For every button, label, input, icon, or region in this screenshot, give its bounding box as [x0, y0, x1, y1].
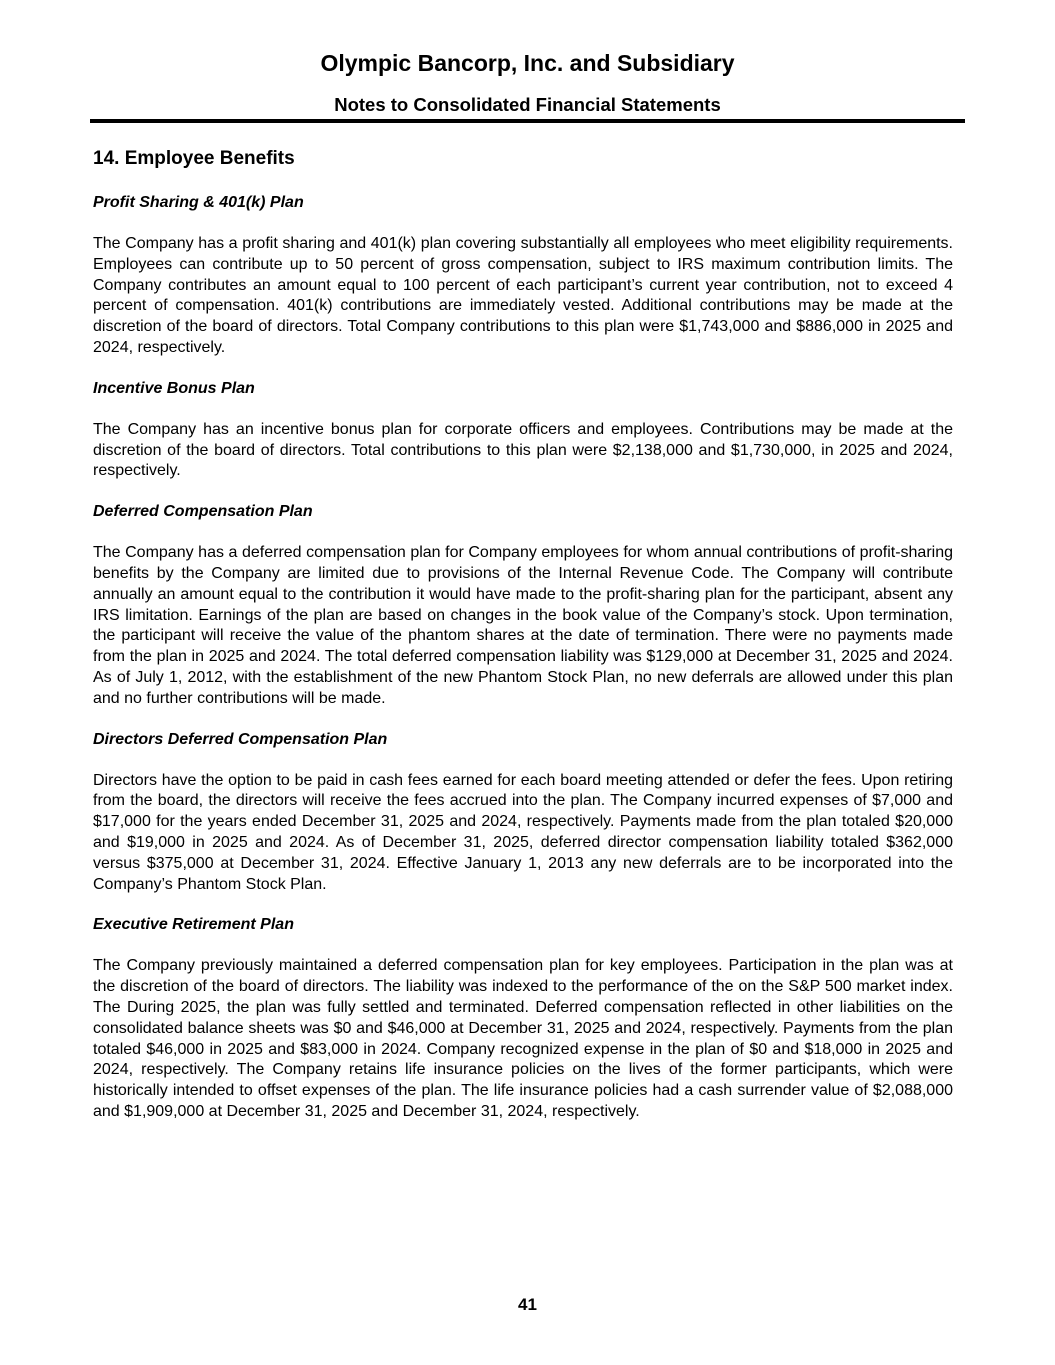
subsection-paragraph: The Company has an incentive bonus plan for corporate officers and employees. Contributions may be made at the discretion of the board of directors. Total contributions to this plan were $2,138,000 and $1,730,000, in 2025 and 2024, respectively.	[93, 420, 953, 480]
company-title: Olympic Bancorp, Inc. and Subsidiary	[320, 50, 735, 76]
page-number: 41	[518, 1295, 537, 1314]
subsection-paragraph: The Company has a profit sharing and 401(k) plan covering substantially all employees who meet eligibility requirements. Employees can contribute up to 50 percent of gross compensation, subject to IRS maximum contribution limits. The Company contributes an amount equal to 100 percent of each participant’s current year contribution, not to exceed 4 percent of compensation. 401(k) contributions are immediately vested. Additional contributions may be made at the discretion of the board of directors. Total Company contributions to this plan were $1,743,000 and $886,000 in 2025 and 2024, respectively.	[93, 235, 953, 356]
subsection-paragraph: Directors have the option to be paid in cash fees earned for each board meeting attended or defer the fees. Upon retiring from the board, the directors will receive the fees accrued into the plan. The Company incurred expenses of $7,000 and $17,000 for the years ended December 31, 2025 and 2024, respectively. Payments made from the plan totaled $20,000 and $19,000 in 2025 and 2024. As of December 31, 2025, deferred director compensation liability totaled $362,000 versus $375,000 at December 31, 2024. Effective January 1, 2013 any new deferrals are to be incorporated into the Company’s Phantom Stock Plan.	[93, 771, 953, 893]
subsection-heading: Directors Deferred Compensation Plan	[93, 730, 388, 748]
document-subtitle: Notes to Consolidated Financial Statements	[334, 94, 721, 115]
subsection-paragraph: The Company has a deferred compensation plan for Company employees for whom annual contributions of profit-sharing benefits by the Company are limited due to provisions of the Internal Revenue Code. The Company will contribute annually an amount equal to the contribution it would have made to the profit-sharing plan for the participant, absent any IRS limitation. Earnings of the plan are based on changes in the book value of the Company’s stock. Upon termination, the participant will receive the value of the phantom shares at the date of termination. There were no payments made from the plan in 2025 and 2024. The total deferred compensation liability was $129,000 at December 31, 2025 and 2024. As of July 1, 2012, with the establishment of the new Phantom Stock Plan, no new deferrals are allowed under this plan and no further contributions will be made.	[93, 544, 953, 707]
subsection-heading: Incentive Bonus Plan	[93, 379, 255, 397]
subsection-heading: Profit Sharing & 401(k) Plan	[93, 194, 304, 211]
subsection-heading: Deferred Compensation Plan	[93, 503, 313, 521]
header-divider	[90, 119, 965, 123]
notes-content	[93, 147, 953, 1142]
subsection-paragraph: The Company previously maintained a deferred compensation plan for key employees. Participation in the plan was at the discretion of the board of directors. The liability was indexed to the performance of the on the S&P 500 market index. The During 2025, the plan was fully settled and terminated. Deferred compensation reflected in other liabilities on the consolidated balance sheets was $0 and $46,000 at December 31, 2025 and 2024, respectively. Payments from the plan totaled $46,000 in 2025 and $83,000 in 2024. Company recognized expense in the plan of $0 and $18,000 in 2025 and 2024, respectively. The Company retains life insurance policies on the lives of the former participants, which were historically intended to offset expenses of the plan. The life insurance policies had a cash surrender value of $2,088,000 and $1,909,000 at December 31, 2025 and December 31, 2024, respectively.	[93, 957, 953, 1120]
subsection-heading: Executive Retirement Plan	[93, 916, 294, 934]
section-title: 14. Employee Benefits	[93, 148, 295, 169]
